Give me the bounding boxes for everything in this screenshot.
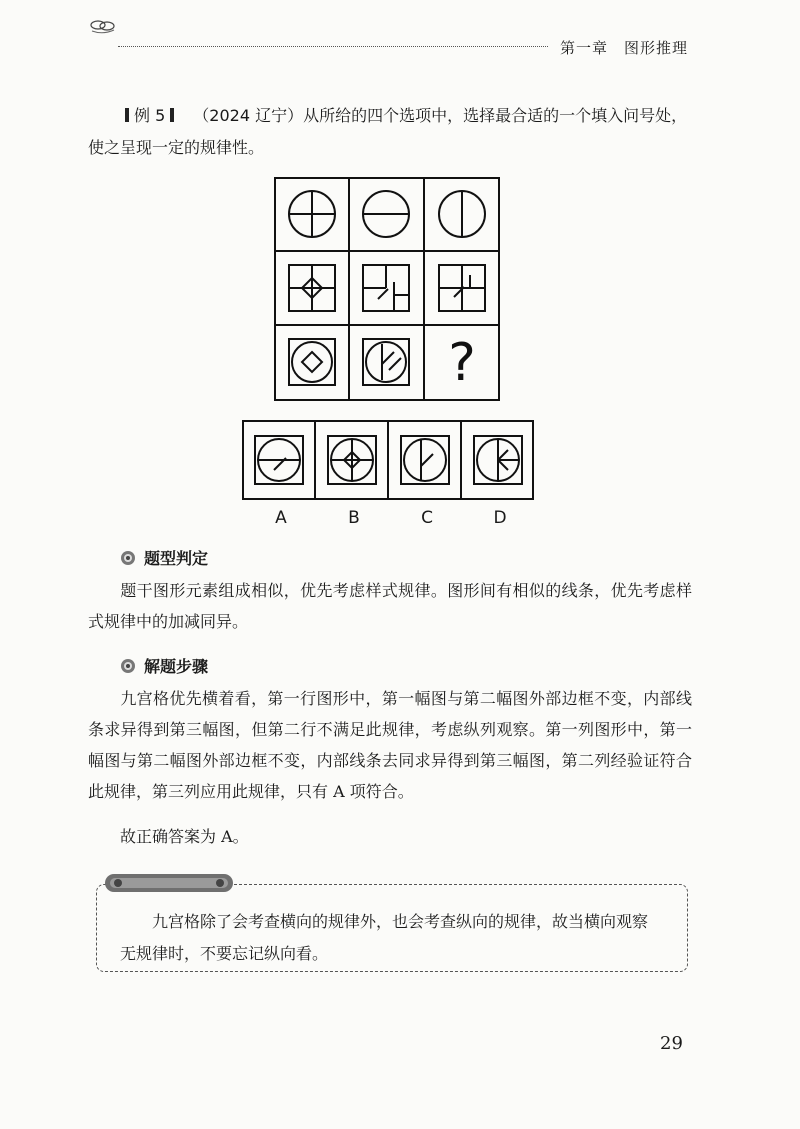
- steps-paragraph: 九宫格优先横着看，第一行图形中，第一幅图与第二幅图外部边框不变，内部线条求异得到第三幅图，但第二行不满足此规律，考虑纵列观察。第一列图形中，第一幅图与第二幅图外部边框不变，内部线条去同求异得到第三幅图，第二列经验证符合此规律，第三列应用此规律，只有 A 项符合。: [88, 689, 692, 801]
- example-tag: 例 5: [120, 103, 179, 126]
- option-label-c: C: [421, 508, 433, 528]
- cell-r3c1-square-circle-diamond: [289, 339, 335, 385]
- puzzle-grid: [274, 177, 500, 401]
- tip-badge-icon: [104, 872, 234, 894]
- cell-r2c3-square-offset-lines: [439, 265, 485, 311]
- conclusion-paragraph: 故正确答案为 A。: [120, 827, 249, 846]
- question-line-2: 使之呈现一定的规律性。: [88, 138, 265, 157]
- cell-r1c2-circle-horizontal: [363, 191, 409, 237]
- medal-icon: [120, 658, 136, 674]
- cell-r2c2-square-offset-lines: [363, 265, 409, 311]
- cell-r3c2-square-circle-lines: [363, 339, 409, 385]
- option-b-figure: [328, 436, 376, 484]
- cell-r2c1-square-cross-diamond: [289, 265, 335, 311]
- cell-r1c3-circle-vertical: [439, 191, 485, 237]
- header-rule: [118, 46, 548, 47]
- header-section-title: 图形推理: [624, 39, 689, 57]
- header-chapter: 第一章: [560, 39, 609, 57]
- cell-r1c1-circle-cross: [289, 191, 335, 237]
- option-d-figure: [474, 436, 522, 484]
- question-line-1: [120, 103, 687, 126]
- header-ornament-icon: [88, 16, 118, 36]
- medal-icon: [120, 550, 136, 566]
- question-mark: ?: [448, 333, 476, 393]
- option-label-b: B: [348, 508, 360, 528]
- page-number: 29: [660, 1033, 683, 1054]
- type-paragraph: 题干图形元素组成相似，优先考虑样式规律。图形间有相似的线条，优先考虑样式规律中的加减同异。: [88, 581, 692, 631]
- option-label-a: A: [275, 508, 287, 528]
- question-text-1: （2024 辽宁）从所给的四个选项中，选择最合适的一个填入问号处，: [193, 106, 688, 125]
- option-c-figure: [401, 436, 449, 484]
- answer-options-strip: [242, 420, 534, 500]
- steps-heading: 解题步骤: [120, 654, 208, 677]
- type-heading: 题型判定: [120, 546, 208, 569]
- option-label-d: D: [493, 508, 507, 528]
- option-a-figure: [255, 436, 303, 484]
- tip-text: 九宫格除了会考查横向的规律外，也会考查纵向的规律，故当横向观察无规律时，不要忘记纵向看。: [120, 912, 649, 963]
